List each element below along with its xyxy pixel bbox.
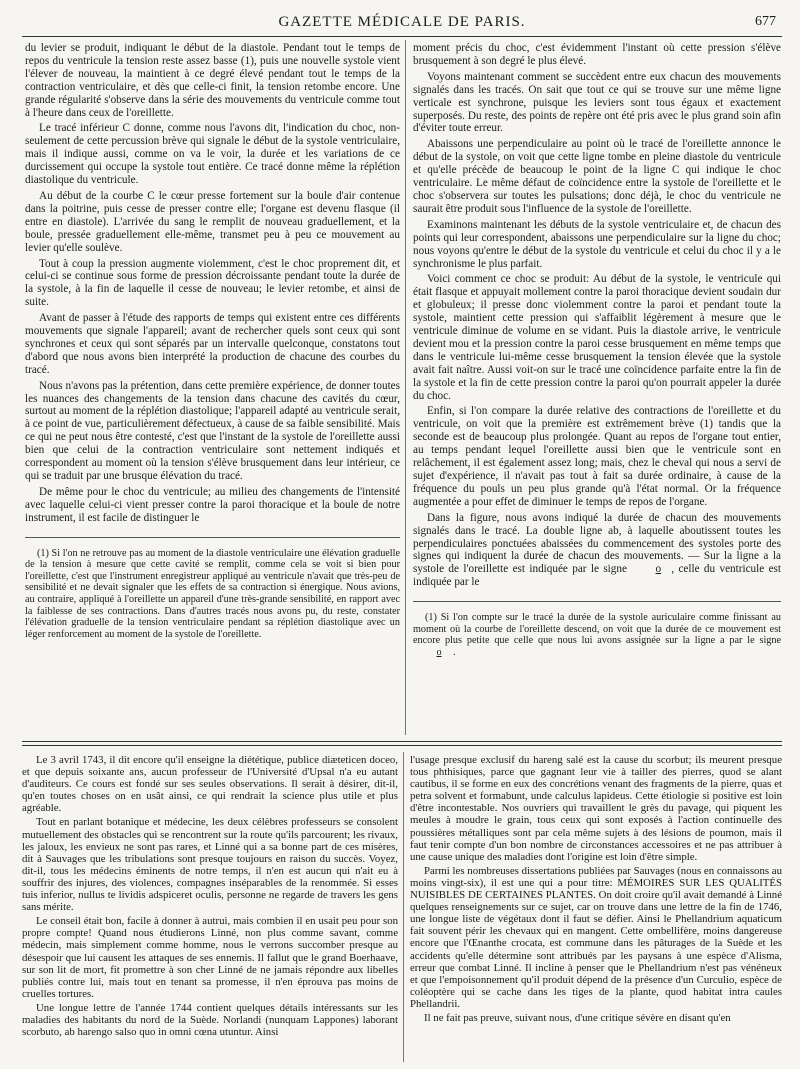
footnote-rule [25, 537, 400, 538]
systole-sign: o [436, 646, 442, 658]
footnote-text [413, 612, 781, 658]
section-rule [22, 741, 782, 742]
section-rule [22, 745, 782, 746]
paragraph: moment précis du choc, c'est évidemment l'instant où cette pression s'élève brusquement à son degré le plus élevé. [413, 42, 781, 67]
paragraph: Le tracé inférieur C donne, comme nous l'avons dit, l'indication du choc, non-seulement de cette percussion brève qui signale le début de la systole ventriculaire, mais il indique aussi, comme on va le voir, la durée et les variations de ce durcissement qui occupe la systole tout entière. Ce tracé donne même la réplétion diastolique du ventricule. [25, 122, 400, 187]
paragraph: Voici comment ce choc se produit: Au début de la systole, le ventricule qui était flasque et appuyait mollement contre la paroi thoracique devient soudain dur et globuleux; il presse donc violemment contre la paroi et pendant toute la systole, maintient cette pression qui s'affaiblit légèrement à mesure que le ventricule diminue de volume en se vidant. Puis la diastole arrive, le ventricule devient mou et la pression contre la paroi cesse brusquement en même temps que dans le ventricule lui-même cesse brusquement la tension élevée que la systole avait fait naître. Aussi voit-on sur le tracé une coïncidence parfaite entre la fin de la systole et la fin de cette pression contre la paroi qu'on pourrait appeler la durée du choc. [413, 273, 781, 402]
paragraph: du levier se produit, indiquant le début de la diastole. Pendant tout le temps de repos du ventricule la tension reste assez basse (1), puis une nouvelle systole vient l'élever de nouveau, la maintient à ce degré élevé pendant tout le temps de la contraction ventriculaire, et dès que celle-ci finit, la tension retombe encore. Une grande régularité s'observe dans la série des mouvements du ventricule comme tout à l'heure dans ceux de l'oreillette. [25, 42, 400, 119]
footnote-rule [413, 601, 781, 602]
paragraph: Voyons maintenant comment se succèdent entre eux chacun des mouvements signalés dans les tracés. On sait que tout ce qui se trouve sur une même ligne verticale est synchrone, puisque les leviers sont tous égaux et exactement superposés. Du reste, des points de repère ont été pris avec le plus grand soin afin d'éviter toute erreur. [413, 70, 781, 135]
page-number: 677 [755, 14, 776, 29]
page-header [22, 12, 782, 37]
footnote-text: (1) Si l'on ne retrouve pas au moment de la diastole ventriculaire une élévation graduelle de la tension à mesure que cette cavité se remplit, comme cela se voit si bien pour l'oreillette, c'est que l'instrument enregistreur appliqué au ventricule n'avait que très-peu de sensibilité et ne devait signaler que les effets de sa contraction si énergique. Nous avions, au contraire, appliqué à l'oreillette un appareil d'une très-grande sensibilité, en rapport avec la faiblesse de ses contractions. Dans d'autres tracés nous avons pu, du reste, constater l'élévation graduelle de la tension ventriculaire pendant sa réplétion diastolique avec un léger renforcement au moment de la systole de l'oreillette. [25, 547, 400, 640]
paragraph: Au début de la courbe C le cœur presse fortement sur la boule d'air contenue dans la poitrine, puis cesse de presser contre elle; l'organe est devenu flasque (il entre en diastole). L'arrivée du sang le remplit de nouveau graduellement, et la boule, pressée graduellement elle-même, transmet peu à peu ce mouvement au levier qu'elle soulève. [25, 189, 400, 254]
paragraph: Tout à coup la pression augmente violemment, c'est le choc proprement dit, et celui-ci se continue sous forme de pression décroissante pendant toute la durée de la systole, à la fin de laquelle il cesse de nouveau; le levier retombe, et ainsi de suite. [25, 257, 400, 309]
paragraph [413, 512, 781, 589]
footnote-text-a: (1) Si l'on compte sur le tracé la durée de la systole auriculaire comme finissant au moment où la courbe de l'oreillette descend, on voit que la durée de ce mouvement est encore plus petite que celle que nous lui avons assignée sur la ligne a par le signe [413, 612, 781, 647]
paragraph-text: Dans la figure, nous avons indiqué la durée de chacun des mouvements signalés dans le tracé. La double ligne ab, à laquelle aboutissent toutes les perpendiculaires ponctuées abaissées du commencement des systoles porte des signes qui indiquent la durée de chacun des mouvements. — Sur la ligne a la systole de l'oreillette est indiquée par le signe [413, 511, 781, 576]
journal-title: GAZETTE MÉDICALE DE PARIS. [278, 14, 526, 30]
paragraph: Le 3 avril 1743, il dit encore qu'il enseigne la diététique, publice diæteticen doceo, et que depuis soixante ans, aucun professeur de l'Université d'Upsal n'a eu autant d'auditeurs. Ce cours est fondé sur ses seules observations. Il serait à désirer, dit-il, qu'en toutes choses on en usât ainsi, ce qui rendrait la science plus utile et plus agréable. [22, 754, 398, 815]
paragraph: De même pour le choc du ventricule; au milieu des changements de l'intensité avec laquelle celui-ci vient presser contre la paroi thoracique et la boule de notre instrument, il est facile de distinguer le [25, 485, 400, 524]
paragraph: Une longue lettre de l'année 1744 contient quelques détails intéressants sur les maladies des habitants du nord de la Suède. Norlandi (nunquam Lappones) laborant scorbuto, ab harengo salso quo in omni cœna utuntur. Ainsi [22, 1001, 398, 1039]
bottom-right-column [410, 754, 782, 1026]
paragraph: Nous n'avons pas la prétention, dans cette première expérience, de donner toutes les nuances des changements de la tension dans chacune des cavités du cœur, surtout au moment de la réplétion diastolique; l'appareil adapté au ventricule serait, à ce point de vue, particulièrement défectueux, à cause de sa faible sensibilité. Mais ce qui ne peut nous être contesté, c'est que l'instant de la systole de l'oreillette aussi bien que celui de la contraction ventriculaire sont nettement indiqués et correspondent au moment où la tension s'élève brusquement dans leur intérieur, ce qui se traduit par une brusque élévation du tracé. [25, 379, 400, 482]
paragraph: Enfin, si l'on compare la durée relative des contractions de l'oreillette et du ventricule, on voit que la première est extrêmement brève (1) tandis que la seconde est de beaucoup plus prolongée. Quant au repos de l'organe tout entier, au temps pendant lequel l'oreillette aussi bien que le ventricule sont en relâchement, il est également assez long; mais, chez le cheval qui nous a servi de sujet d'expérience, il n'avait pas tout à fait sa durée ordinaire, à cause de la fréquence du pouls un peu plus grande qu'à l'état normal. Or la fréquence augmentée a pour effet de diminuer le temps de repos de l'organe. [413, 405, 781, 508]
column-divider [403, 752, 404, 1062]
systole-sign: o [655, 563, 662, 576]
footnote-text-b: . [453, 646, 456, 658]
bottom-left-column [22, 754, 398, 1040]
paragraph: Examinons maintenant les débuts de la systole ventriculaire et, de chacun des points qui leur correspondent, abaissons une perpendiculaire sur la ligne du choc; nous voyons qu'entre le début de la systole du ventricule et celui du choc il y a le synchronisme le plus parfait. [413, 218, 781, 270]
footnote [413, 612, 781, 658]
paragraph: Le conseil était bon, facile à donner à autrui, mais combien il en usait peu pour son propre compte! Quand nous étudierons Linné, non plus comme savant, comme médecin, mais simplement comme homme, nous le verrons succomber presque au désespoir que lui causent les attaques de ses ennemis. Il fallut que le grand Boerhaave, sur son lit de mort, fit promettre à son cher Linné de ne jamais répondre aux libelles publiés contre lui, mais tout en tenant sa promesse, il n'en éprouva pas moins de cruelles tortures. [22, 915, 398, 1000]
paragraph: Tout en parlant botanique et médecine, les deux célèbres professeurs se consolent mutuellement des obstacles qui se rencontrent sur la route qu'ils parcourent; les rivaux, les jaloux, les envieux ne sont pas rares, et Linné qui a sa bonne part de ces misères, dit à Sauvages que les tribulations sont presque toujours en raison du succès. Voyez, dit-il, tous les médecins éminents de notre temps, il n'en est aucun qui n'ait eu à souffrir des injures, des violences, compagnes inséparables de la renommée. Si esses tuis inferior, nullus te lividis adspiceret oculis, personne ne regarde de travers les gens sans mérite. [22, 816, 398, 914]
paragraph: Parmi les nombreuses dissertations publiées par Sauvages (nous en connaissons au moins vingt-six), il est une qui a pour titre: MÉMOIRES SUR LES QUALITÉS NUISIBLES DE CERTAINES PLANTES. On doit croire qu'il avait demandé à Linné quelques renseignements sur ce sujet, car on trouve dans une lettre de la fin de 1746, une longue liste de végétaux dont il faut se défier. Ainsi le Phellandrium aquaticum fait souvent périr les chevaux qui en mangent. Cette ombellifère, moins dangereuse encore que l'Œnanthe crocata, est commune dans les pâturages de la Suède et les accidents qu'elle détermine sont attribués par les paysans à une espèce d'Alisma, erreur que combat Linné. Il incline à penser que le Phellandrium n'est pas vénéneux et que l'empoisonnement qu'il produit dépend de la présence d'un Curculio, espèce de coléoptère qui se cache dans les tiges de la plante, quod habitat intra caules Phellandrii. [410, 864, 782, 1010]
paragraph: Avant de passer à l'étude des rapports de temps qui existent entre ces différents mouvements que signale l'appareil; avant de rechercher quels sont ceux qui sont synchrones et ceux qui sont séparés par un intervalle quelconque, constatons tout d'abord que nous avons bien interprété la production de chacune des courbes du tracé. [25, 312, 400, 376]
footnote [25, 548, 400, 641]
top-right-column [413, 42, 781, 662]
column-divider [405, 40, 406, 735]
paragraph-text: , celle du ventricule est indiquée par le [413, 563, 781, 589]
paragraph: Il ne fait pas preuve, suivant nous, d'une critique sévère en disant qu'en [424, 1011, 731, 1024]
top-left-column [25, 42, 400, 643]
paragraph: l'usage presque exclusif du hareng salé est la cause du scorbut; ils meurent presque tous phthisiques, parce que gagnant leur vie à tailler des pierres, quod se alant cautibus, il se forme en eux des concrétions venant des fragments de la pierre, quas et petra solvent et formabunt, unde calculus lapideus. Cette étiologie si positive est loin d'être incontestable. Nos ouvriers qui travaillent le grès du pavage, qui piquent les meules à moudre le grain, tous ceux qui sont exposés à l'action continuelle des poussières métalliques sont par cela même sujets à des lésions de poumon, mais il faut tenir compte d'un bon nombre de circonstances accessoires et ne pas attribuer à une cause unique des maladies dont l'origine est loin d'être simple. [410, 754, 782, 863]
paragraph: Abaissons une perpendiculaire au point où le tracé de l'oreillette annonce le début de la systole, on voit que cette ligne tombe en pleine diastole du ventricule et qu'elle précède de beaucoup le point de la ligne C qui indique le choc ventriculaire. Le même défaut de coïncidence entre la systole de l'oreillette et le choc s'observera sur toutes les pulsations; donc déjà, le choc du ventricule ne saurait être produit sous l'influence de la systole de l'oreillette. [413, 138, 781, 215]
